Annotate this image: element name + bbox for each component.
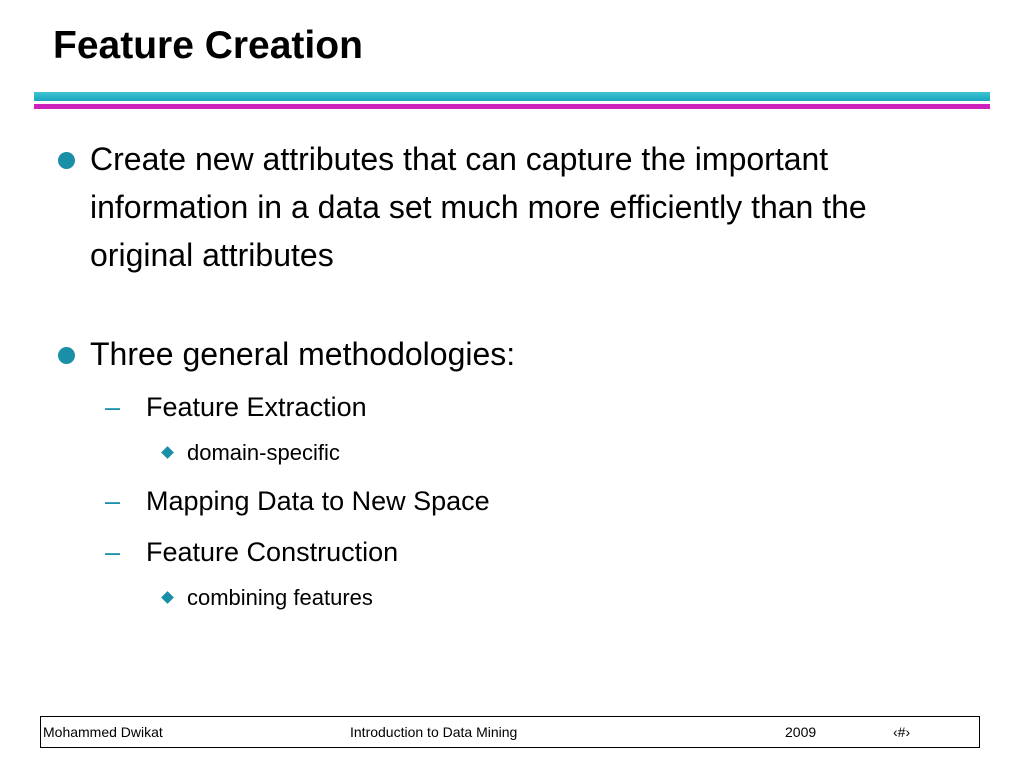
diamond-bullet-icon — [161, 446, 174, 459]
footer-year: 2009 — [785, 724, 817, 740]
diamond-bullet-icon — [161, 591, 174, 604]
sub-bullet-text: Feature Extraction — [146, 392, 367, 422]
sub-bullet-item — [105, 484, 490, 518]
bullet-item — [55, 135, 935, 279]
footer-page-number: ‹#› — [893, 724, 911, 740]
bullet-item — [55, 330, 935, 378]
slide-footer — [40, 716, 980, 748]
sub-sub-bullet-item — [160, 584, 373, 612]
sub-bullet-text: Mapping Data to New Space — [146, 486, 490, 516]
dash-bullet-icon: – — [105, 537, 121, 567]
title-rule-cyan — [34, 92, 990, 101]
dash-bullet-icon: – — [105, 392, 121, 422]
footer-author: Mohammed Dwikat — [43, 724, 163, 740]
sub-bullet-item — [105, 535, 398, 569]
round-bullet-icon — [55, 344, 77, 366]
footer-course-title: Introduction to Data Mining — [350, 724, 518, 740]
bullet-text: Create new attributes that can capture the important information in a data set much more efficiently than the original attributes — [90, 141, 867, 273]
title-rule-magenta — [34, 104, 990, 109]
slide-title: Feature Creation — [53, 24, 363, 67]
sub-bullet-item — [105, 390, 367, 424]
dash-bullet-icon: – — [105, 486, 121, 516]
round-bullet-icon — [55, 149, 77, 171]
sub-sub-bullet-text: combining features — [187, 585, 373, 610]
sub-sub-bullet-item — [160, 439, 340, 467]
sub-sub-bullet-text: domain-specific — [187, 440, 340, 465]
sub-bullet-text: Feature Construction — [146, 537, 399, 567]
bullet-text: Three general methodologies: — [90, 336, 516, 372]
